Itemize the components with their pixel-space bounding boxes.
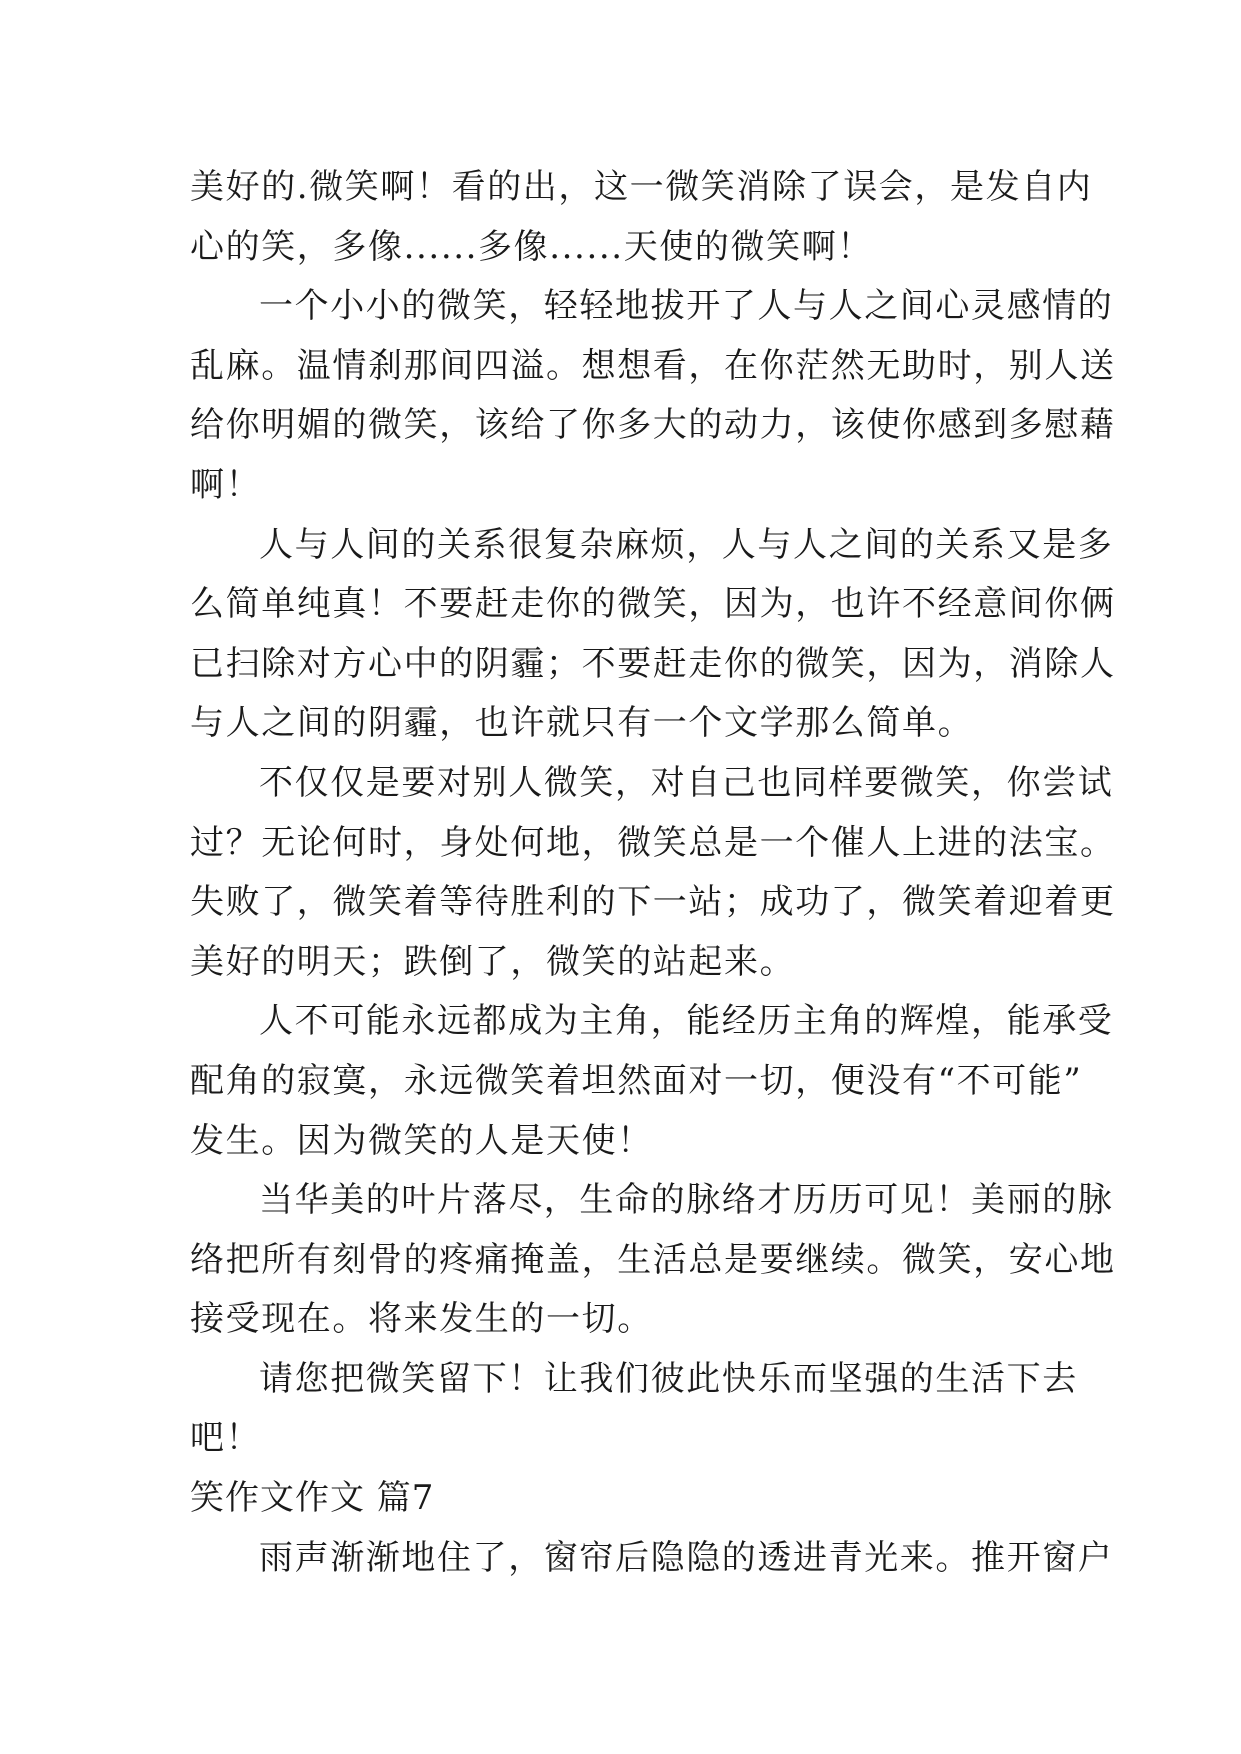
text-line: 美好的明天；跌倒了，微笑的站起来。 — [190, 941, 796, 982]
document-body — [190, 158, 1116, 1588]
text-line: 接受现在。将来发生的一切。 — [190, 1299, 653, 1340]
text-line: 发生。因为微笑的人是天使！ — [190, 1120, 653, 1161]
paragraph-start-line: 人不可能永远都成为主角，能经历主角的辉煌，能承受 — [259, 1001, 1114, 1042]
paragraph-start-line: 当华美的叶片落尽，生命的脉络才历历可见！美丽的脉 — [259, 1180, 1114, 1221]
text-line: 么简单纯真！不要赶走你的微笑，因为，也许不经意间你俩 — [190, 584, 1116, 625]
text-line: 给你明媚的微笑，该给了你多大的动力，该使你感到多慰藉 — [190, 405, 1116, 446]
paragraph-start-line: 一个小小的微笑，轻轻地拔开了人与人之间心灵感情的 — [259, 286, 1114, 327]
text-line: 啊！ — [190, 464, 262, 505]
text-line: 乱麻。温情刹那间四溢。想想看，在你茫然无助时，别人送 — [190, 345, 1116, 386]
text-line: 已扫除对方心中的阴霾；不要赶走你的微笑，因为，消除人 — [190, 643, 1116, 684]
text-line: 过？无论何时，身处何地，微笑总是一个催人上进的法宝。 — [190, 822, 1116, 863]
section-heading: 笑作文作文 篇7 — [190, 1478, 435, 1519]
text-line: 心的笑，多像......多像......天使的微笑啊！ — [190, 226, 873, 267]
text-line: 络把所有刻骨的疼痛掩盖，生活总是要继续。微笑，安心地 — [190, 1239, 1116, 1280]
text-line: 吧！ — [190, 1418, 262, 1459]
paragraph-start-line: 人与人间的关系很复杂麻烦，人与人之间的关系又是多 — [259, 524, 1114, 565]
text-line: 美好的.微笑啊！看的出，这一微笑消除了误会，是发自内 — [190, 167, 1093, 207]
text-line: 与人之间的阴霾，也许就只有一个文学那么简单。 — [190, 703, 974, 744]
paragraph-start-line: 不仅仅是要对别人微笑，对自己也同样要微笑，你尝试 — [259, 762, 1114, 803]
paragraph-start-line: 雨声渐渐地住了，窗帘后隐隐的透进青光来。推开窗户 — [259, 1537, 1114, 1578]
text-line: 配角的寂寞，永远微笑着坦然面对一切，便没有“不可能” — [190, 1060, 1083, 1101]
paragraph-start-line: 请您把微笑留下！让我们彼此快乐而坚强的生活下去 — [259, 1358, 1078, 1399]
text-line: 失败了，微笑着等待胜利的下一站；成功了，微笑着迎着更 — [190, 882, 1116, 923]
